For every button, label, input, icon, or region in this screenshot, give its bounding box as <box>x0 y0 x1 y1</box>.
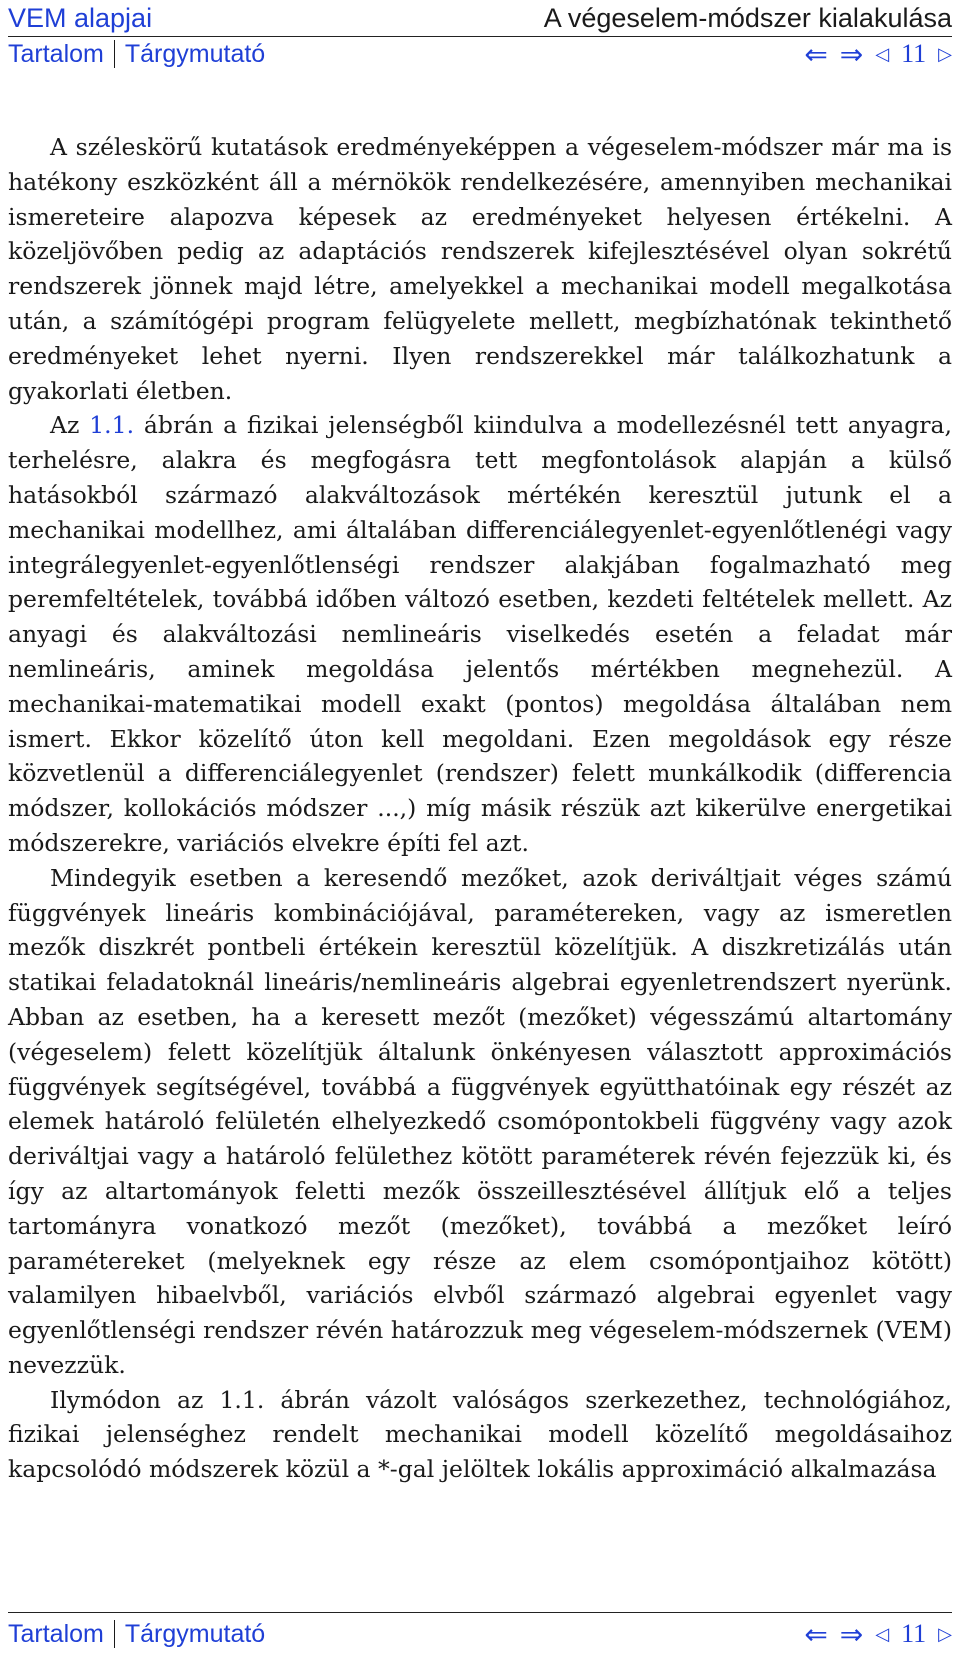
index-link[interactable]: Tárgymutató <box>124 1619 266 1648</box>
forward-arrow-icon[interactable]: ⇒ <box>839 1617 864 1651</box>
bottom-navigation <box>8 1616 952 1652</box>
next-page-icon[interactable]: ▷ <box>938 1623 952 1645</box>
top-navigation <box>8 36 952 72</box>
page-number: 11 <box>901 39 927 68</box>
page-number: 11 <box>901 1619 927 1648</box>
section-title: VEM alapjai <box>8 2 153 33</box>
prev-page-icon[interactable]: ◁ <box>875 43 890 65</box>
next-page-icon[interactable]: ▷ <box>938 43 952 65</box>
body-text <box>8 130 952 1487</box>
paragraph: A széleskörű kutatások eredményeképpen a végeselem-módszer már ma is hatékony eszközként áll a mérnökök rendelkezésére, amennyiben mechanikai ismereteire alapozva képesek az eredményeket helyesen értékelni. A közeljövőben pedig az adaptációs rendszerek kifejlesztésével olyan sokrétű rendszerek jönnek majd létre, amelyekkel a mechanikai modell megalkotása után, a számítógépi program felügyelete mellett, megbízhatónak tekinthető eredményeket lehet nyerni. Ilyen rendszerekkel már találkozhatunk a gyakorlati életben. <box>8 133 952 405</box>
paragraph: Ilymódon az 1.1. ábrán vázolt valóságos szerkezethez, technológiához, fizikai jelenséghez rendelt mechanikai modell közelítő megoldásaihoz kapcsolódó módszerek közül a *-gal jelöltek lokális approximáció alkalmazása <box>8 1385 952 1484</box>
figure-reference-link[interactable]: 1.1. <box>89 411 135 440</box>
back-arrow-icon[interactable]: ⇐ <box>804 37 828 71</box>
paragraph-text: ábrán a fizikai jelenségből kiindulva a modellezésnél tett anyagra, terhelésre, alakra és megfogásra tett megfontolások alapján a külső hatásokból származó alakváltozások mértékén keresztül jutunk el a mechanikai modellhez, ami általában differenciálegyenlet-egyenlőtlenégi vagy integrálegyenlet-egyenlőtlenségi rendszer alakjában fogalmazható meg peremfeltételek, továbbá időben változó esetben, kezdeti feltételek mellett. Az anyagi és alakváltozási nemlineáris viselkedés esetén a feladat már nemlineáris, aminek megoldása jelentős mértékben megnehezül. A mechanikai-matematikai modell exakt (pontos) megoldása általában nem ismert. Ekkor közelítő úton kell megoldani. Ezen megoldások egy része közvetlenül a differenciálegyenlet (rendszer) felett munkálkodik (differencia módszer, kollokációs módszer ...,) míg másik részük azt kikerülve energetikai módszerekre, variációs elvekre építi fel azt. <box>8 411 952 857</box>
paragraph: Mindegyik esetben a keresendő mezőket, azok deriváltjait véges számú függvények lineáris kombinációjával, paramétereken, vagy az ismeretlen mezők diszkrét pontbeli értékein keresztül közelítjük. A diszkretizálás után statikai feladatoknál lineáris/nemlineáris algebrai egyenletrendszert nyerünk. Abban az esetben, ha a keresett mezőt (mezőket) végesszámú altartomány (végeselem) felett közelítjük általunk önkényesen választott approximációs függvények segítségével, továbbá a függvények együtthatóinak egy részét az elemek határoló felületén elhelyezkedő csomópontokbeli függvény vagy azok deriváltjai vagy a határoló felülethez kötött paraméterek révén fejezzük ki, és így az altartományok feletti mezők összeillesztésével állítjuk elő a teljes tartományra vonatkozó mezőt (mezőket), továbbá a mezőket leíró paramétereket (melyeknek egy része az elem csomópontjaihoz kötött) valamilyen hibaelvből, variációs elvből származó algebrai egyenlet vagy egyenlőtlenségi rendszer révén határozzuk meg végeselem-módszernek (VEM) nevezzük. <box>8 863 952 1379</box>
paragraph <box>8 408 952 860</box>
back-arrow-icon[interactable]: ⇐ <box>804 1617 828 1651</box>
footer-divider <box>8 1612 952 1613</box>
paragraph-lead: Az <box>50 411 90 440</box>
forward-arrow-icon[interactable]: ⇒ <box>839 37 864 71</box>
prev-page-icon[interactable]: ◁ <box>875 1623 890 1645</box>
nav-divider <box>114 1620 115 1648</box>
contents-link[interactable]: Tartalom <box>8 1619 104 1648</box>
page-header <box>8 0 952 37</box>
index-link[interactable]: Tárgymutató <box>124 39 266 68</box>
nav-divider <box>114 40 115 68</box>
contents-link[interactable]: Tartalom <box>8 39 104 68</box>
chapter-title: A végeselem-módszer kialakulása <box>543 2 952 33</box>
